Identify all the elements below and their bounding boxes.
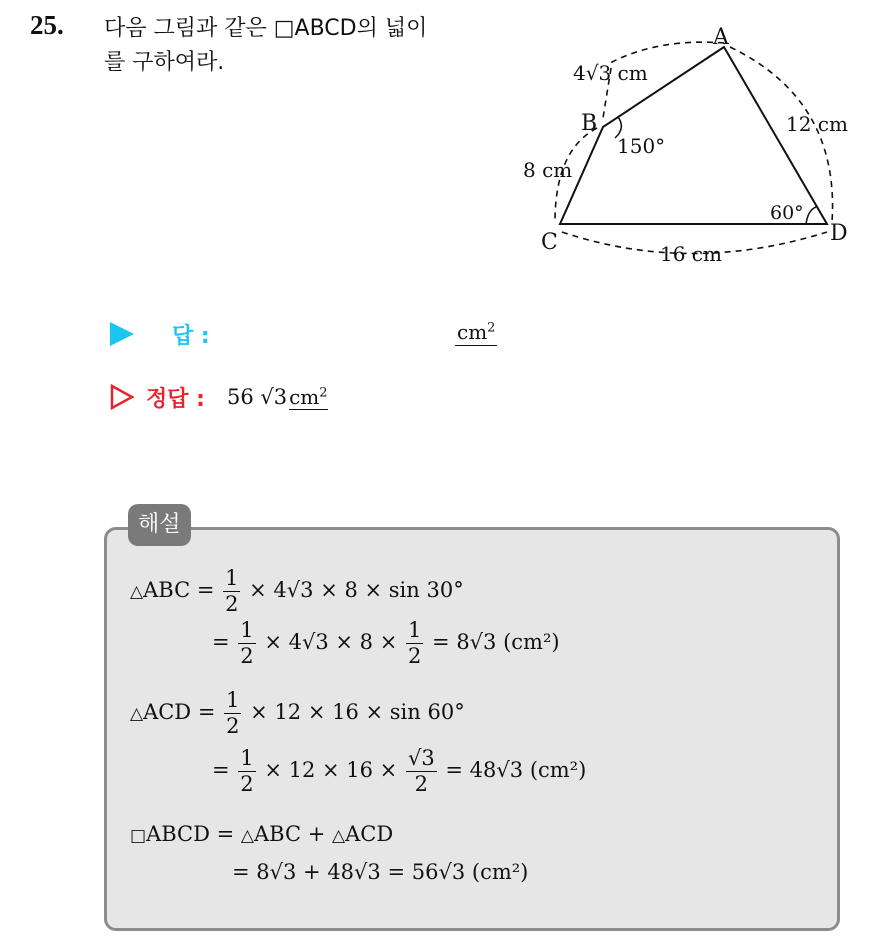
- fraction-half: $\frac{1}{2}$: [407, 618, 422, 668]
- vertex-label-b: B: [581, 111, 598, 136]
- fraction-sqrt3-over-2: $\frac{√3}{2}$: [407, 746, 435, 796]
- triangle-symbol: △: [130, 582, 144, 602]
- line3-rhs: × 12 × 16 × sin 60°: [250, 700, 465, 724]
- solution-line-5: □ABCD = △ABC + △ACD: [130, 822, 394, 846]
- vertex-label-c: C: [541, 230, 558, 255]
- line5-lhs: ABCD: [146, 822, 210, 846]
- fraction-half: $\frac{1}{2}$: [240, 746, 254, 796]
- question-number: 25.: [30, 10, 64, 40]
- answer-unit: [455, 320, 497, 346]
- square-symbol: □: [130, 826, 147, 846]
- side-ab-label: 4√3 cm: [573, 61, 648, 85]
- answer-unit-text: cm: [457, 320, 488, 344]
- line4-mid: × 12 × 16 ×: [264, 758, 398, 782]
- fraction-half: $\frac{1}{2}$: [240, 618, 254, 668]
- line1-lhs: ABC: [143, 578, 191, 602]
- angle-mark-d: [806, 207, 816, 224]
- solution-line-2: = $\frac{1}{2}$ × 4√3 × 8 × $\frac{1}{2}$ = 8√3 (cm²): [212, 618, 560, 668]
- correct-answer-unit: [289, 385, 327, 410]
- question-text: [104, 12, 504, 80]
- question-line-2: 를 구하여라.: [104, 50, 225, 75]
- solution-line-4: = $\frac{1}{2}$ × 12 × 16 × $\frac{√3}{2}$ = 48√3 (cm²): [212, 746, 587, 796]
- triangle-symbol: △: [332, 826, 346, 846]
- side-bc-label: 8 cm: [523, 158, 573, 182]
- solution-line-3: △ACD = $\frac{1}{2}$ × 12 × 16 × sin 60°: [130, 688, 465, 738]
- line2-end: = 8√3 (cm²): [432, 630, 560, 654]
- outline-triangle-icon: [110, 384, 134, 410]
- fraction-half: $\frac{1}{2}$: [226, 688, 240, 738]
- angle-d-label: 60°: [770, 202, 804, 224]
- vertex-label-a: A: [713, 25, 729, 50]
- correct-answer-row: [110, 380, 328, 414]
- vertex-label-d: D: [830, 221, 848, 246]
- correct-unit-exponent: 2: [319, 384, 328, 400]
- question-line-1: 다음 그림과 같은 □ABCD의 넓이: [104, 16, 428, 41]
- solution-tag: 해설: [128, 504, 191, 546]
- correct-unit-text: cm: [289, 384, 320, 409]
- solution-line-6: = 8√3 + 48√3 = 56√3 (cm²): [232, 860, 529, 884]
- side-ad-label: 12 cm: [786, 112, 848, 136]
- line1-rhs: × 4√3 × 8 × sin 30°: [249, 578, 464, 602]
- quadrilateral-figure: [505, 20, 850, 275]
- correct-answer-value: 56 √3: [226, 385, 288, 409]
- play-triangle-icon: [110, 322, 134, 346]
- line5-rhs2: ACD: [345, 822, 394, 846]
- solution-line-1: △ABC = $\frac{1}{2}$ × 4√3 × 8 × sin 30°: [130, 566, 464, 616]
- line2-mid: × 4√3 × 8 ×: [264, 630, 398, 654]
- side-cd-label: 16 cm: [660, 242, 722, 266]
- answer-unit-exponent: 2: [487, 320, 496, 336]
- line5-rhs: ABC +: [254, 822, 326, 846]
- triangle-symbol: △: [240, 826, 254, 846]
- triangle-symbol: △: [130, 704, 144, 724]
- line3-lhs: ACD: [143, 700, 192, 724]
- answer-row: [110, 317, 210, 351]
- correct-answer-label: 정답 :: [146, 386, 205, 412]
- line4-end: = 48√3 (cm²): [445, 758, 587, 782]
- angle-b-label: 150°: [617, 134, 666, 158]
- fraction-half: $\frac{1}{2}$: [225, 566, 239, 616]
- answer-label: 답 :: [172, 323, 210, 349]
